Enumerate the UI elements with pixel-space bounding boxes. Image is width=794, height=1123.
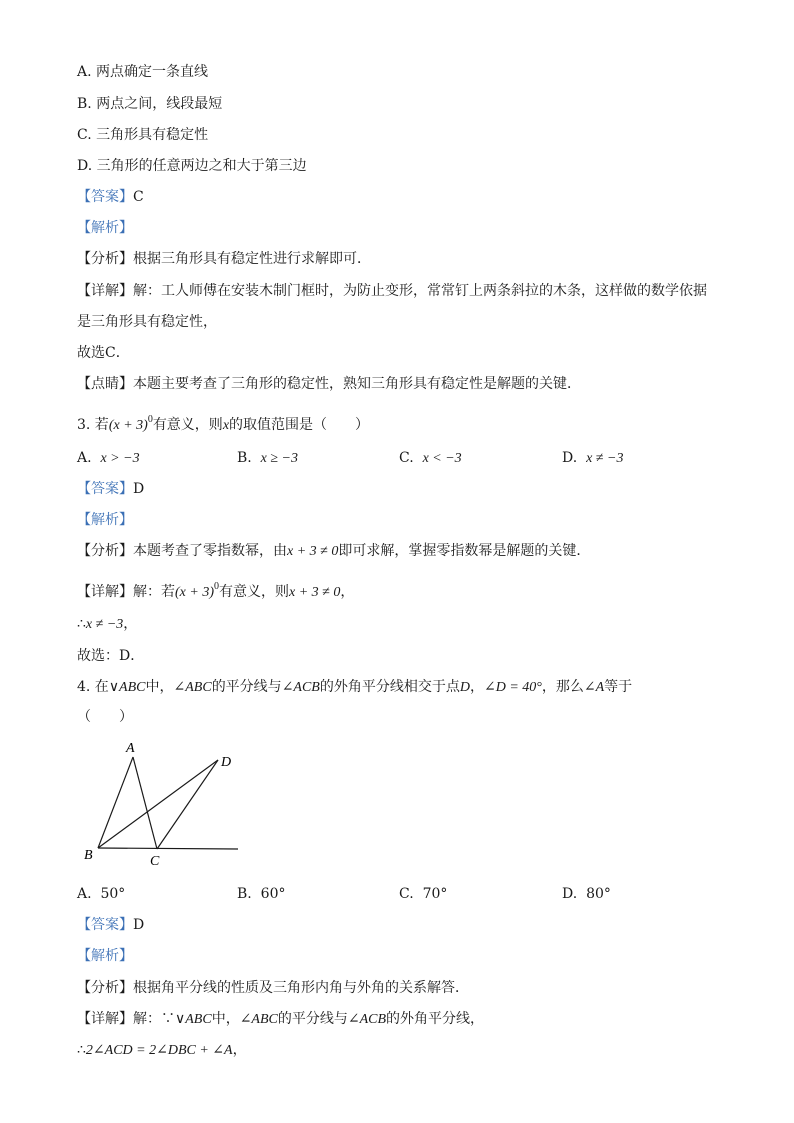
q3-stem-suffix: 的取值范围是（ ） (229, 417, 370, 433)
q2-xiangjie-2: 是三角形具有稳定性， (77, 314, 217, 330)
q2-fenxi: 根据三角形具有稳定性进行求解即可． (133, 251, 371, 267)
option-value: 60° (260, 886, 286, 902)
fenxi-tag: 【分析】 (77, 980, 133, 996)
q2-option-c: C. 三角形具有稳定性 (77, 127, 209, 143)
q4-stem-angle-a: ∠A (583, 680, 605, 695)
q4-xiangjie-text: 中， (211, 1011, 240, 1027)
q3-stem-exponent: 0 (147, 414, 153, 425)
q4-xiangjie-pre: 解：∵ (133, 1011, 175, 1027)
therefore-symbol: ∴ (77, 1042, 86, 1058)
q4-stem-text: ，那么 (541, 679, 584, 695)
q4-stem-prefix: 4. 在 (77, 679, 109, 695)
q4-option-a (77, 884, 125, 904)
q3-stem (77, 410, 370, 433)
q4-stem-suffix: 等于 (604, 679, 633, 695)
q4-fenxi-line (77, 978, 469, 998)
q4-stem-triangle: ∨ABC (108, 680, 146, 695)
analysis-tag: 【解析】 (77, 512, 133, 528)
q4-therefore-line (77, 1040, 247, 1060)
q3-analysis-line (77, 510, 133, 530)
option-value: x > −3 (100, 451, 140, 466)
option-label: D. (562, 886, 578, 902)
q2-xiangjie-line (77, 281, 707, 301)
q4-answer: D (133, 917, 145, 933)
q4-stem (77, 677, 632, 697)
q4-stem-angle-acb: ∠ACB (281, 680, 320, 695)
segment-ab (98, 757, 133, 848)
q4-stem-given: ∠D = 40° (483, 680, 542, 695)
analysis-tag: 【解析】 (77, 948, 133, 964)
option-label: C. (399, 886, 414, 902)
q4-analysis-line (77, 946, 133, 966)
q3-option-b (237, 448, 298, 469)
option-label: B. (237, 886, 252, 902)
q4-xiangjie-angle-abc: ∠ABC (239, 1012, 278, 1027)
answer-tag: 【答案】 (77, 189, 133, 205)
option-value: 50° (100, 886, 126, 902)
q4-therefore-expr: 2∠ACD = 2∠DBC + ∠A (85, 1043, 233, 1058)
option-label: D. (562, 450, 578, 466)
q3-therefore-expr: x ≠ −3 (85, 617, 124, 632)
segment-bd (98, 760, 218, 848)
label-a: A (126, 741, 135, 756)
q3-xiangjie-line (77, 577, 355, 600)
q3-xiangjie-mid: 有意义，则 (219, 584, 289, 600)
q3-option-c (399, 448, 462, 469)
q3-stem-base: (x + 3) (108, 418, 148, 433)
q4-xiangjie-post: 的外角平分线， (386, 1011, 485, 1027)
q4-stem-angle-abc: ∠ABC (173, 680, 212, 695)
q2-analysis-line (77, 218, 133, 238)
q4-stem-text: 中， (145, 679, 174, 695)
q3-therefore-post: ， (123, 616, 138, 632)
q4-xiangjie-text: 的平分线与 (277, 1011, 348, 1027)
segment-ac (133, 757, 157, 849)
q3-therefore-line (77, 614, 137, 634)
label-c: C (150, 854, 160, 869)
option-label: C. (399, 450, 414, 466)
q3-fenxi-pre: 本题考查了零指数幂，由 (133, 543, 287, 559)
q2-dianjing-line (77, 374, 581, 394)
q4-fenxi: 根据角平分线的性质及三角形内角与外角的关系解答． (133, 980, 469, 996)
q3-stem-mid: 有意义，则 (152, 417, 223, 433)
segment-cd (157, 760, 218, 849)
q2-xiangjie-1: 解：工人师傅在安装木制门框时，为防止变形，常常钉上两条斜拉的木条，这样做的数学依据 (133, 283, 707, 299)
q4-therefore-post: ， (232, 1042, 247, 1058)
q2-option-b: B. 两点之间，线段最短 (77, 96, 223, 112)
baseline-bc-extended (98, 848, 238, 849)
q4-option-d (562, 884, 611, 904)
q2-answer: C (133, 189, 144, 205)
option-value: 70° (422, 886, 448, 902)
q3-stem-expr (108, 414, 153, 433)
fenxi-tag: 【分析】 (77, 251, 133, 267)
q3-answer-line (77, 479, 144, 499)
q4-xiangjie-angle-acb: ∠ACB (347, 1012, 387, 1027)
label-d: D (221, 755, 232, 770)
q4-option-b (237, 884, 285, 904)
q4-xiangjie-line (77, 1009, 484, 1029)
q4-option-c (399, 884, 447, 904)
xiangjie-tag: 【详解】 (77, 1011, 133, 1027)
q2-conclusion: 故选C． (77, 345, 130, 361)
answer-tag: 【答案】 (77, 917, 133, 933)
q2-option-a: A. 两点确定一条直线 (77, 64, 209, 80)
q4-stem-text: 的外角平分线相交于点 (319, 679, 460, 695)
q4-stem-paren: （ ） (77, 709, 133, 725)
q3-xiangjie-post: ， (340, 584, 355, 600)
q3-stem-prefix: 3. 若 (77, 417, 109, 433)
q4-xiangjie-triangle: ∨ABC (175, 1012, 212, 1027)
option-label: A. (77, 450, 92, 466)
q4-stem-text: ， (469, 679, 484, 695)
option-label: A. (77, 886, 92, 902)
answer-tag: 【答案】 (77, 481, 133, 497)
xiangjie-tag: 【详解】 (77, 283, 133, 299)
label-b: B (84, 848, 93, 863)
q3-answer: D (133, 481, 145, 497)
q2-dianjing: 本题主要考查了三角形的稳定性，熟知三角形具有稳定性是解题的关键． (133, 376, 581, 392)
q3-xiangjie-expr2: x + 3 ≠ 0 (289, 585, 341, 600)
q3-xiangjie-exponent: 0 (214, 581, 219, 592)
q3-xiangjie-base: (x + 3) (175, 585, 214, 600)
q4-triangle-figure (80, 735, 250, 870)
q3-stem-var: x (222, 418, 230, 433)
q3-fenxi-expr: x + 3 ≠ 0 (287, 544, 339, 559)
option-value: x ≥ −3 (260, 451, 299, 466)
q2-option-d: D. 三角形的任意两边之和大于第三边 (77, 158, 307, 174)
q3-fenxi-post: 即可求解，掌握零指数幂是解题的关键． (338, 543, 591, 559)
dianjing-tag: 【点睛】 (77, 376, 133, 392)
q2-answer-line (77, 187, 144, 207)
q3-xiangjie-expr (175, 581, 219, 600)
q3-option-d (562, 448, 623, 469)
q4-stem-point: D (459, 680, 470, 695)
fenxi-tag: 【分析】 (77, 543, 133, 559)
analysis-tag: 【解析】 (77, 220, 133, 236)
q4-stem-text: 的平分线与 (211, 679, 282, 695)
q3-conclusion: 故选：D． (77, 648, 145, 664)
q4-answer-line (77, 915, 144, 935)
q2-fenxi-line (77, 249, 371, 269)
option-value: 80° (586, 886, 611, 902)
q3-xiangjie-pre: 解：若 (133, 584, 175, 600)
option-label: B. (237, 450, 252, 466)
option-value: x ≠ −3 (586, 451, 624, 466)
xiangjie-tag: 【详解】 (77, 584, 133, 600)
q3-fenxi-line (77, 541, 590, 561)
option-value: x < −3 (422, 451, 462, 466)
therefore-symbol: ∴ (77, 616, 86, 632)
q3-option-a (77, 448, 140, 469)
